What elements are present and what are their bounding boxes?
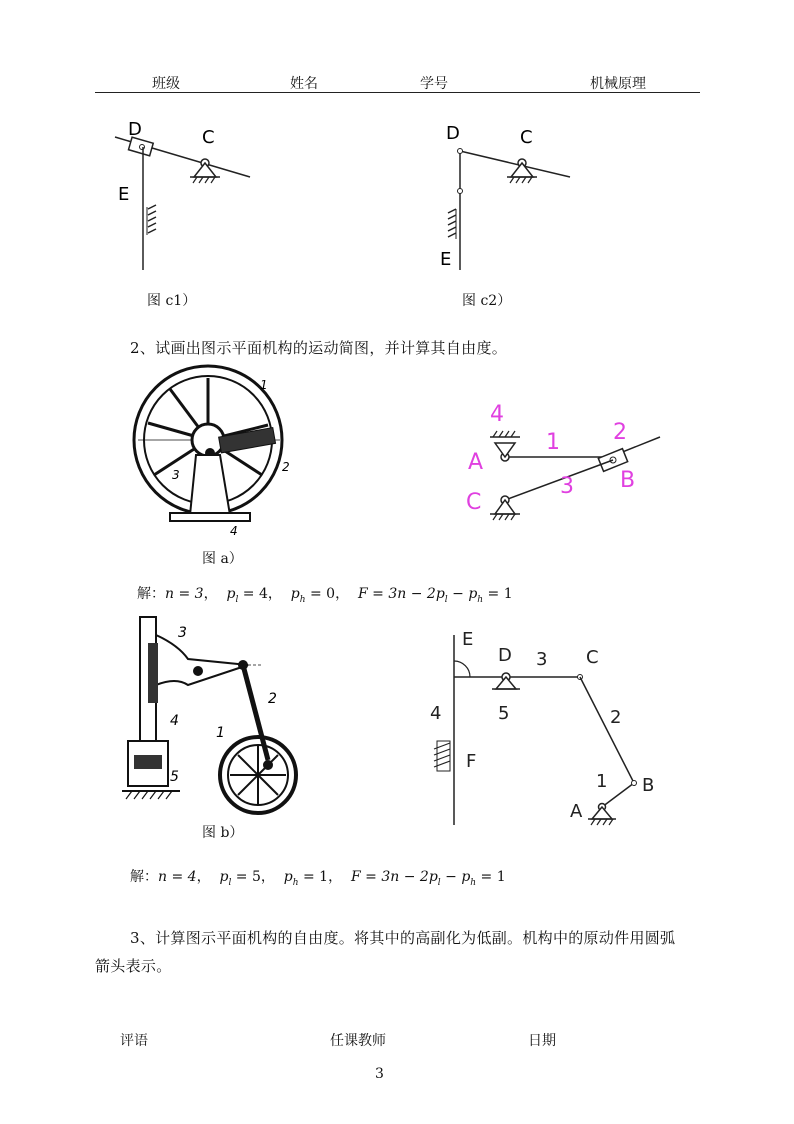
footer-comment-label: 评语 (120, 1033, 148, 1049)
figure-c2-diagram (430, 115, 600, 275)
header-student-id-label: 学号 (420, 76, 448, 92)
b-schem-label-5: 5 (498, 703, 510, 724)
figure-b-schematic (420, 625, 670, 835)
b-photo-label-4: 4 (170, 713, 179, 729)
c2-label-e: E (440, 249, 452, 270)
figure-a-caption: 图 a） (202, 551, 243, 567)
c1-label-d: D (128, 119, 142, 140)
c1-label-e: E (118, 184, 130, 205)
solution-b: 解：n = 4， $p_l = 5$， $p_h = 1$， $F = 3n - 2p_l - p_h = 1$ (130, 869, 506, 888)
a-schem-label-c: C (466, 490, 482, 515)
footer-date-label: 日期 (528, 1033, 556, 1049)
b-schem-label-e: E (462, 629, 474, 650)
a-schem-label-b: B (620, 468, 636, 493)
footer-teacher-label: 任课教师 (330, 1033, 386, 1049)
a-schem-label-2: 2 (613, 420, 627, 445)
a-schem-label-1: 1 (546, 430, 560, 455)
b-schem-label-4: 4 (430, 703, 442, 724)
a-schem-label-a: A (468, 450, 484, 475)
a-schem-label-4: 4 (490, 402, 504, 427)
a-photo-label-4: 4 (230, 524, 238, 538)
b-schem-label-b: B (642, 775, 655, 796)
b-schem-label-3: 3 (536, 649, 548, 670)
figure-b-photo (118, 615, 308, 805)
b-photo-label-5: 5 (170, 769, 179, 785)
b-schem-label-a: A (570, 801, 583, 822)
header-rule (95, 92, 700, 93)
question-2-text: 2、试画出图示平面机构的运动简图，并计算其自由度。 (130, 339, 508, 357)
b-schem-label-2: 2 (610, 707, 622, 728)
c2-label-c: C (520, 127, 533, 148)
figure-a-photo (130, 375, 295, 538)
figure-a-schematic (460, 395, 670, 535)
a-photo-label-3: 3 (172, 468, 180, 482)
b-schem-label-f: F (466, 751, 477, 772)
page-number: 3 (375, 1066, 384, 1082)
header-class-label: 班级 (152, 76, 180, 92)
solution-a: 解：n = 3， $p_l = 4$， $p_h = 0$， $F = 3n - 2p_l - p_h = 1$ (137, 586, 513, 605)
header-name-label: 姓名 (290, 76, 318, 92)
b-photo-label-1: 1 (216, 725, 225, 741)
figure-c1-diagram (110, 115, 310, 275)
question-3-line-2: 箭头表示。 (95, 957, 172, 975)
c2-label-d: D (446, 123, 460, 144)
a-photo-label-1: 1 (260, 378, 268, 392)
b-photo-label-2: 2 (268, 691, 277, 707)
question-3-line-1: 3、计算图示平面机构的自由度。将其中的高副化为低副。机构中的原动件用圆弧 (130, 929, 676, 947)
b-schem-label-c: C (586, 647, 599, 668)
c1-label-c: C (202, 127, 215, 148)
a-photo-label-2: 2 (282, 460, 290, 474)
b-schem-label-d: D (498, 645, 512, 666)
figure-c2-caption: 图 c2） (462, 293, 512, 309)
b-schem-label-1: 1 (596, 771, 608, 792)
a-schem-label-3: 3 (560, 474, 574, 499)
figure-b-caption: 图 b） (202, 825, 244, 841)
header-course: 机械原理 (590, 76, 646, 92)
b-photo-label-3: 3 (178, 625, 187, 641)
figure-c1-caption: 图 c1） (147, 293, 197, 309)
